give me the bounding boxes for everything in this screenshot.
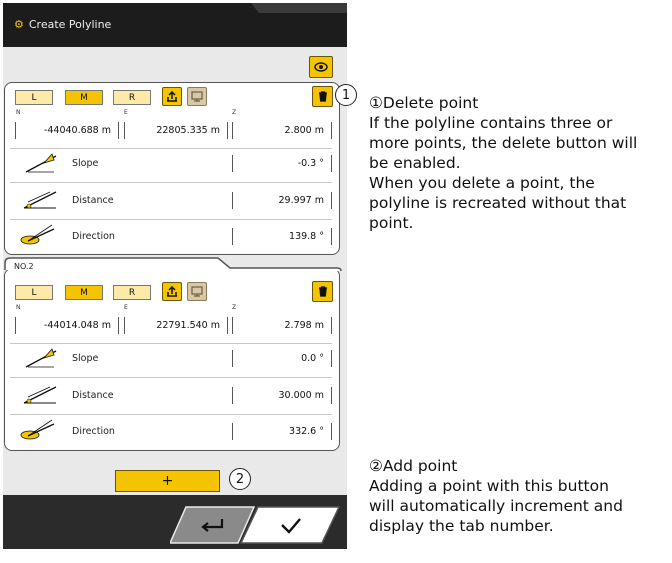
axis-z-label: Z [232,109,237,116]
slope-field[interactable]: 0.0 ° [232,350,332,367]
tab-number[interactable]: NO.2 [14,262,34,271]
window-title-text: Create Polyline [28,18,112,31]
add-note-line: Adding a point with this button [369,477,609,495]
elevation-field[interactable]: 2.800 m [232,122,332,139]
add-point-button[interactable]: + [115,470,220,492]
direction-icon [20,223,56,245]
elevation-field[interactable]: 2.798 m [232,317,332,334]
callout-2: 2 [229,468,251,490]
divider [10,377,332,378]
monitor-icon [191,91,203,102]
direction-field[interactable]: 332.6 ° [232,423,332,440]
direction-label: Direction [72,231,115,242]
divider [10,182,332,183]
delete-point-button[interactable] [312,86,333,107]
lateral-right-button[interactable]: R [113,285,151,300]
axis-n-label: N [16,304,21,311]
delete-point-note [369,93,637,233]
delete-point-button[interactable] [312,281,333,302]
add-note-title: ②Add point [369,457,458,475]
monitor-button[interactable] [187,87,207,106]
title-decoration [3,3,347,47]
easting-field[interactable]: 22791.540 m [124,317,228,334]
distance-icon [22,188,58,210]
axis-e-label: E [124,304,128,311]
slope-label: Slope [72,158,99,169]
upload-point-button[interactable] [162,87,182,106]
lateral-right-button[interactable]: R [113,90,151,105]
delete-note-line: be enabled. [369,154,461,172]
eye-icon [314,62,328,72]
divider [10,343,332,344]
delete-note-line: When you delete a point, the [369,174,595,192]
distance-label: Distance [72,195,114,206]
easting-field[interactable]: 22805.335 m [124,122,228,139]
direction-field[interactable]: 139.8 ° [232,228,332,245]
eye-toggle-button[interactable] [309,56,333,78]
monitor-icon [191,286,203,297]
lateral-middle-button[interactable]: M [65,285,103,300]
title-bar [3,3,347,47]
slope-label: Slope [72,353,99,364]
divider [10,148,332,149]
upload-point-button[interactable] [162,282,182,301]
distance-field[interactable]: 29.997 m [232,192,332,209]
distance-field[interactable]: 30.000 m [232,387,332,404]
distance-label: Distance [72,390,114,401]
add-note-line: will automatically increment and [369,497,623,515]
delete-note-line: polyline is recreated without that [369,194,627,212]
add-note-line: display the tab number. [369,517,554,535]
direction-label: Direction [72,426,115,437]
slope-icon [24,152,60,174]
callout-1: 1 [335,84,357,106]
delete-note-title: ①Delete point [369,94,479,112]
gear-icon: ⚙ [14,18,24,31]
divider [10,219,332,220]
northing-field[interactable]: -44014.048 m [15,317,119,334]
trash-icon [318,91,328,102]
slope-icon [24,347,60,369]
monitor-button[interactable] [187,282,207,301]
confirm-button[interactable] [240,505,340,545]
axis-z-label: Z [232,304,237,311]
upload-icon [166,286,178,297]
divider [10,414,332,415]
slope-field[interactable]: -0.3 ° [232,155,332,172]
trash-icon [318,286,328,297]
add-point-note [369,456,623,536]
tab-outline [4,255,342,271]
lateral-left-button[interactable]: L [15,90,53,105]
northing-field[interactable]: -44040.688 m [15,122,119,139]
axis-e-label: E [124,109,128,116]
axis-n-label: N [16,109,21,116]
upload-icon [166,91,178,102]
lateral-middle-button[interactable]: M [65,90,103,105]
delete-note-line: If the polyline contains three or [369,114,613,132]
direction-icon [20,418,56,440]
distance-icon [22,383,58,405]
delete-note-line: point. [369,214,414,232]
delete-note-line: more points, the delete button will [369,134,638,152]
lateral-left-button[interactable]: L [15,285,53,300]
